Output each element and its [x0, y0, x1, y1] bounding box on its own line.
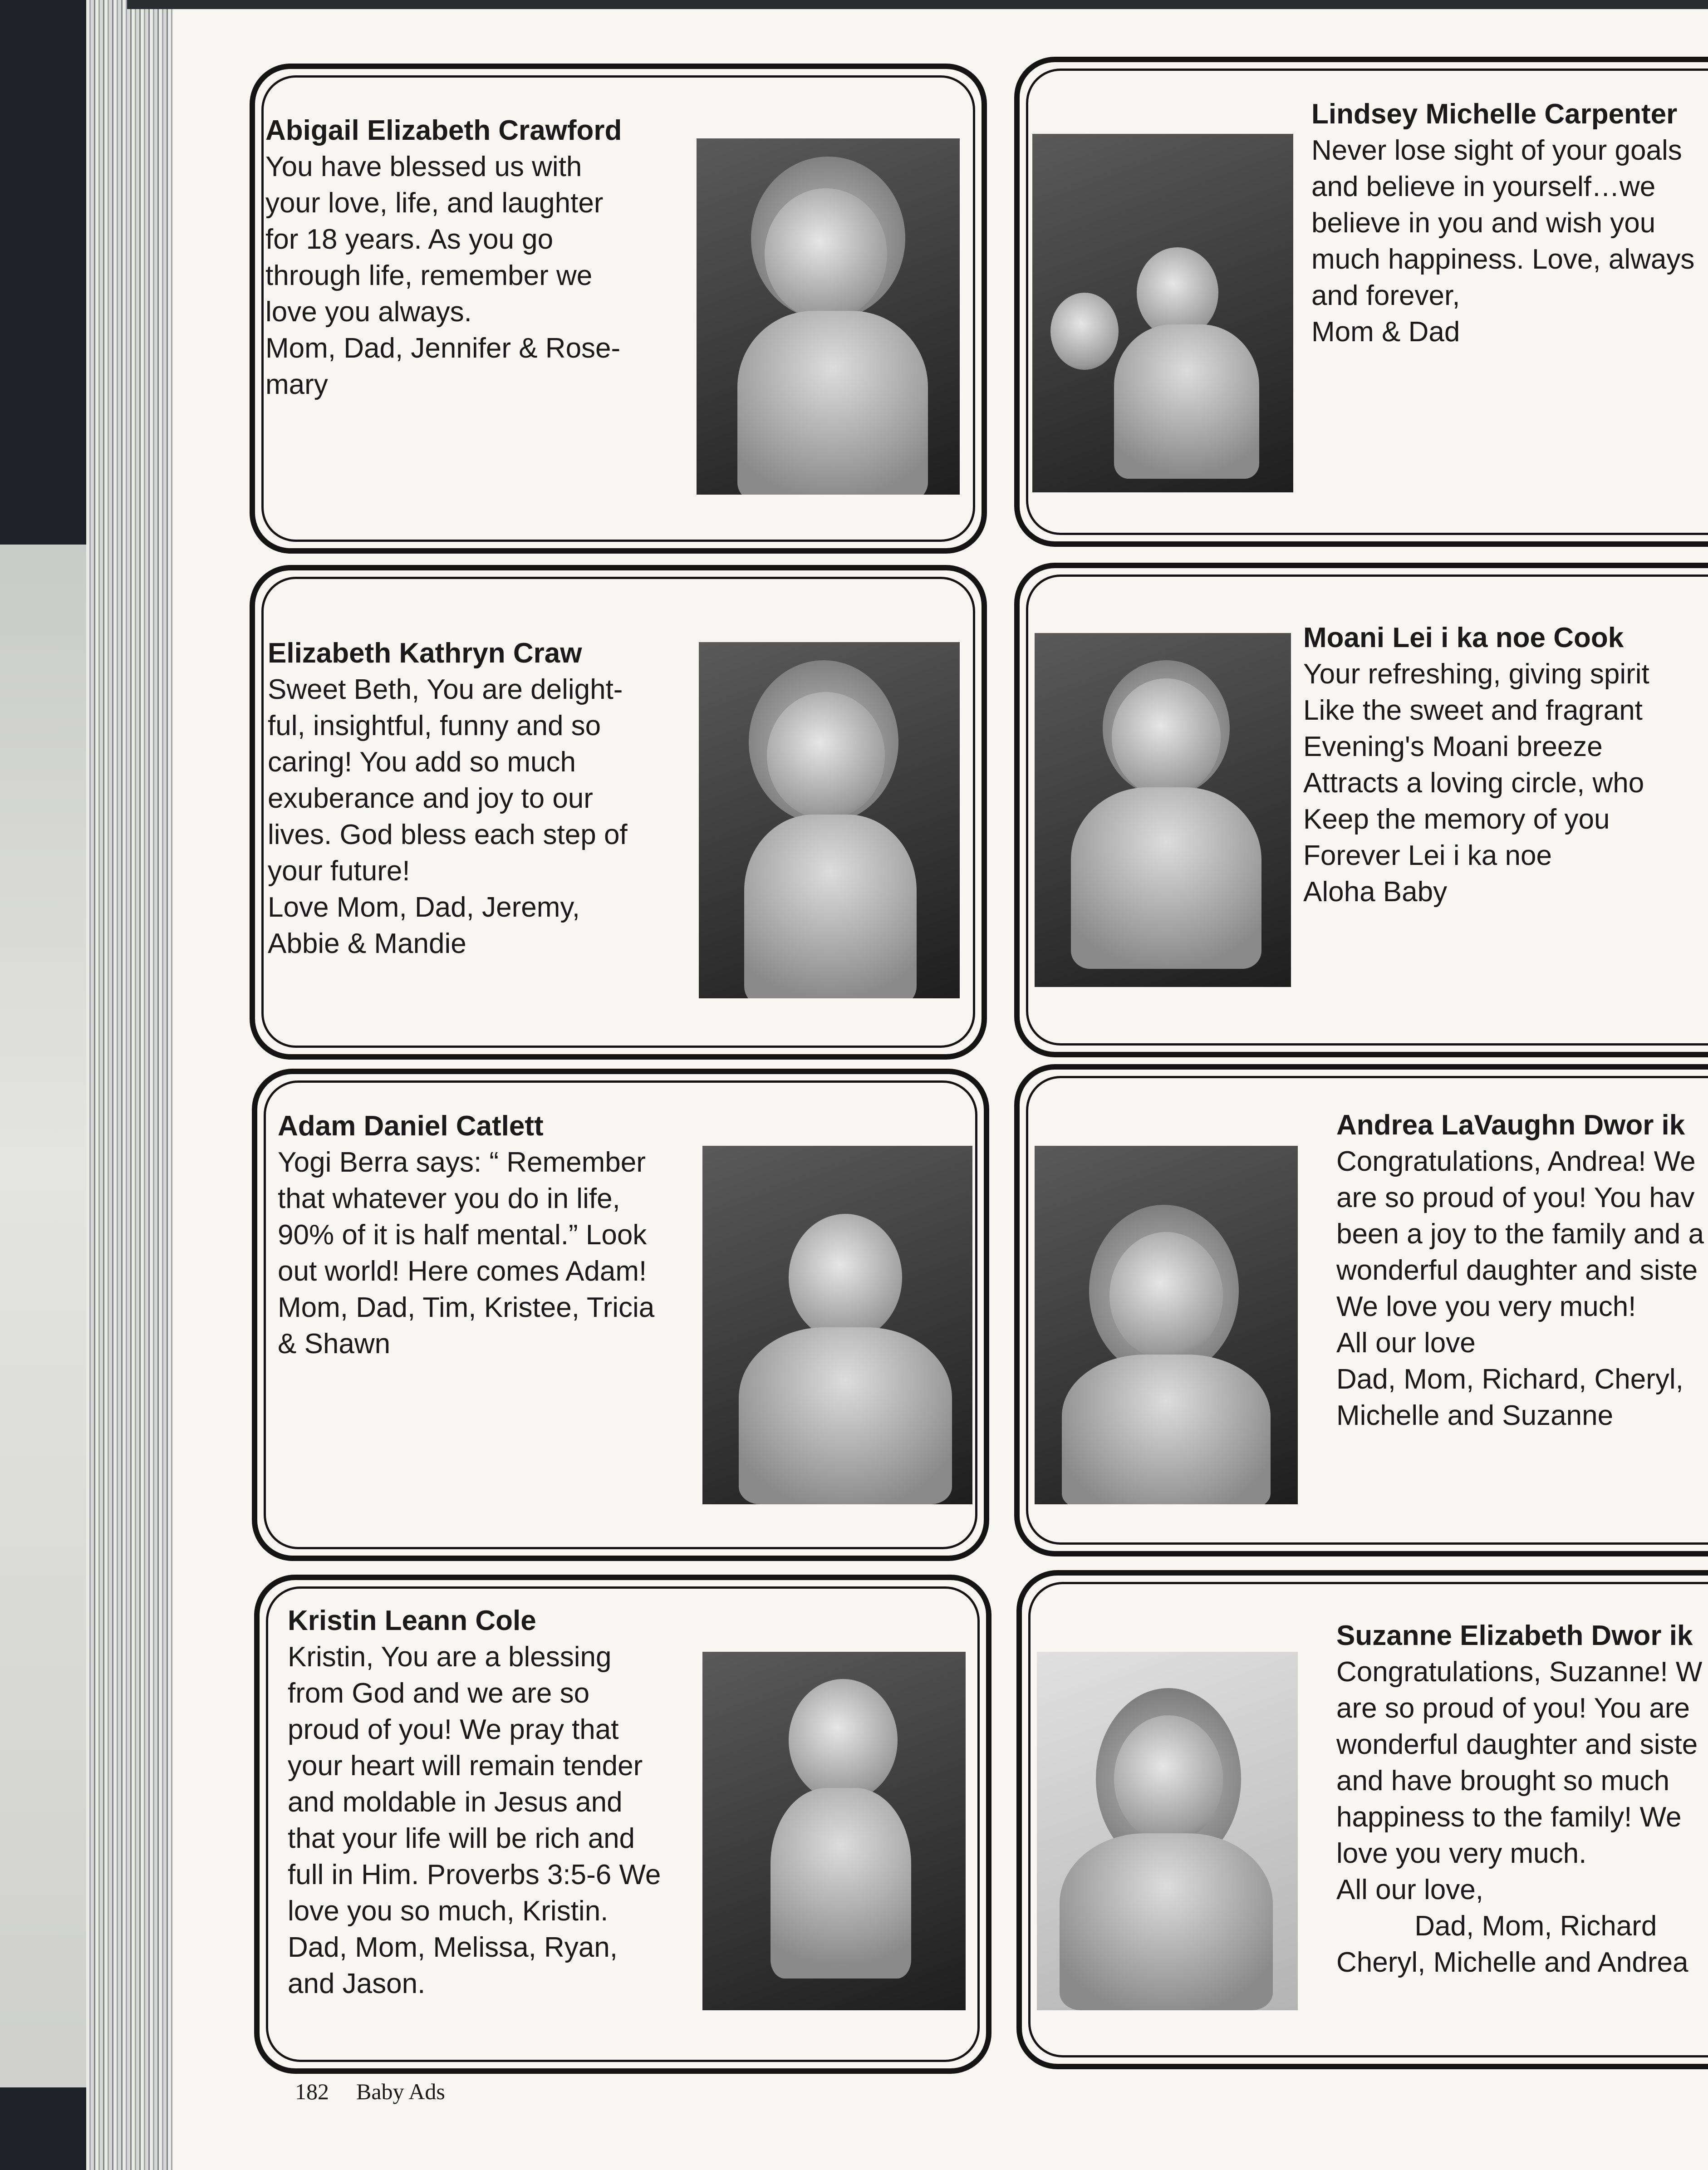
ad-line: Mom, Dad, Tim, Kristee, Tricia	[278, 1292, 655, 1323]
ad-line: Attracts a loving circle, who	[1303, 767, 1644, 799]
baby-name: Kristin Leann Cole	[288, 1605, 536, 1636]
baby-name: Abigail Elizabeth Crawford	[265, 115, 622, 146]
section-title: Baby Ads	[356, 2079, 445, 2104]
ad-line: and have brought so much	[1336, 1765, 1670, 1797]
ad-line: Congratulations, Andrea! We	[1336, 1146, 1696, 1177]
ad-line: & Shawn	[278, 1328, 391, 1360]
page-edges	[86, 0, 172, 2170]
ad-line: and believe in yourself…we	[1311, 171, 1656, 202]
ad-line: are so proud of you! You hav	[1336, 1182, 1695, 1213]
ad-line: wonderful daughter and siste	[1336, 1729, 1698, 1760]
page-number: 182	[295, 2079, 329, 2104]
ad-line: We love you very much!	[1336, 1291, 1636, 1322]
ad-line: wonderful daughter and siste	[1336, 1255, 1698, 1286]
ad-line: and Jason.	[288, 1968, 426, 1999]
top-edge	[127, 0, 1708, 9]
ad-line: love you always.	[265, 296, 472, 328]
ad-line: proud of you! We pray that	[288, 1714, 619, 1745]
ad-line: Love Mom, Dad, Jeremy,	[268, 892, 580, 923]
baby-photo-elizabeth	[699, 642, 960, 998]
baby-photo-adam	[702, 1146, 972, 1504]
ad-line: out world! Here comes Adam!	[278, 1256, 647, 1287]
ad-line: All our love	[1336, 1327, 1476, 1359]
ad-line: mary	[265, 369, 328, 400]
ad-text-abigail	[265, 113, 622, 403]
ad-line: that whatever you do in life,	[278, 1183, 620, 1214]
ad-line: Dad, Mom, Melissa, Ryan,	[288, 1932, 618, 1963]
ad-line: believe in you and wish you	[1311, 207, 1656, 239]
ad-line: for 18 years. As you go	[265, 224, 554, 255]
baby-name: Andrea LaVaughn Dwor ik	[1336, 1110, 1685, 1141]
ad-line: from God and we are so	[288, 1678, 590, 1709]
ad-line: and forever,	[1311, 280, 1460, 311]
baby-photo-suzanne	[1037, 1652, 1298, 2010]
ad-line: through life, remember we	[265, 260, 593, 291]
ad-line: love you so much, Kristin.	[288, 1895, 609, 1927]
baby-name: Adam Daniel Catlett	[278, 1110, 544, 1142]
ad-line: All our love,	[1336, 1874, 1483, 1905]
ad-line: much happiness. Love, always	[1311, 244, 1695, 275]
ad-line: Like the sweet and fragrant	[1303, 695, 1643, 726]
ad-line: Dad, Mom, Richard, Cheryl,	[1336, 1364, 1683, 1395]
baby-name: Moani Lei i ka noe Cook	[1303, 622, 1624, 653]
ad-text-moani	[1303, 620, 1649, 910]
baby-photo-kristin	[702, 1652, 966, 2010]
ad-line: are so proud of you! You are	[1336, 1693, 1690, 1724]
baby-photo-moani	[1035, 633, 1291, 987]
ad-line: 90% of it is half mental.” Look	[278, 1219, 647, 1251]
ad-line: that your life will be rich and	[288, 1823, 635, 1854]
ad-text-adam	[278, 1108, 654, 1362]
ad-line: Michelle and Suzanne	[1336, 1400, 1614, 1431]
ad-line: Keep the memory of you	[1303, 804, 1610, 835]
ad-line: Your refreshing, giving spirit	[1303, 658, 1649, 690]
ad-line: Never lose sight of your goals	[1311, 135, 1682, 166]
baby-name: Elizabeth Kathryn Craw	[268, 638, 582, 669]
ad-line: full in Him. Proverbs 3:5-6 We	[288, 1859, 661, 1890]
ad-line: Forever Lei i ka noe	[1303, 840, 1552, 871]
ad-line: Sweet Beth, You are delight-	[268, 674, 623, 705]
ad-text-lindsey	[1311, 96, 1694, 350]
baby-name: Lindsey Michelle Carpenter	[1311, 98, 1678, 130]
baby-photo-abigail	[697, 138, 960, 495]
ad-line: Congratulations, Suzanne! W	[1336, 1656, 1703, 1688]
ad-line: Dad, Mom, Richard	[1336, 1910, 1657, 1942]
ad-line: been a joy to the family and a	[1336, 1218, 1704, 1250]
ad-text-elizabeth	[268, 635, 628, 962]
ad-text-kristin	[288, 1603, 661, 2002]
baby-photo-andrea	[1035, 1146, 1298, 1504]
ad-line: Yogi Berra says: “ Remember	[278, 1147, 646, 1178]
ad-line: Abbie & Mandie	[268, 928, 466, 959]
ad-line: exuberance and joy to our	[268, 783, 593, 814]
book-binding-highlight	[0, 545, 86, 2087]
page-footer	[295, 2078, 472, 2105]
ad-line: happiness to the family! We	[1336, 1802, 1682, 1833]
ad-line: ful, insightful, funny and so	[268, 710, 601, 741]
ad-line: your love, life, and laughter	[265, 187, 604, 219]
ad-line: your future!	[268, 855, 410, 887]
ad-line: Aloha Baby	[1303, 876, 1448, 908]
ad-line: lives. God bless each step of	[268, 819, 628, 850]
ad-text-andrea	[1336, 1107, 1704, 1434]
ad-line: Mom & Dad	[1311, 316, 1460, 348]
ad-line: your heart will remain tender	[288, 1750, 643, 1782]
ad-line: You have blessed us with	[265, 151, 582, 182]
ad-line: Kristin, You are a blessing	[288, 1641, 612, 1673]
ad-line: Mom, Dad, Jennifer & Rose-	[265, 333, 621, 364]
ad-line: love you very much.	[1336, 1838, 1587, 1869]
ad-line: and moldable in Jesus and	[288, 1787, 623, 1818]
ad-text-suzanne	[1336, 1618, 1702, 1981]
baby-name: Suzanne Elizabeth Dwor ik	[1336, 1620, 1693, 1651]
ad-line: Evening's Moani breeze	[1303, 731, 1603, 762]
ad-line: Cheryl, Michelle and Andrea	[1336, 1947, 1688, 1978]
ad-line: caring! You add so much	[268, 746, 576, 778]
baby-photo-lindsey	[1032, 134, 1293, 492]
